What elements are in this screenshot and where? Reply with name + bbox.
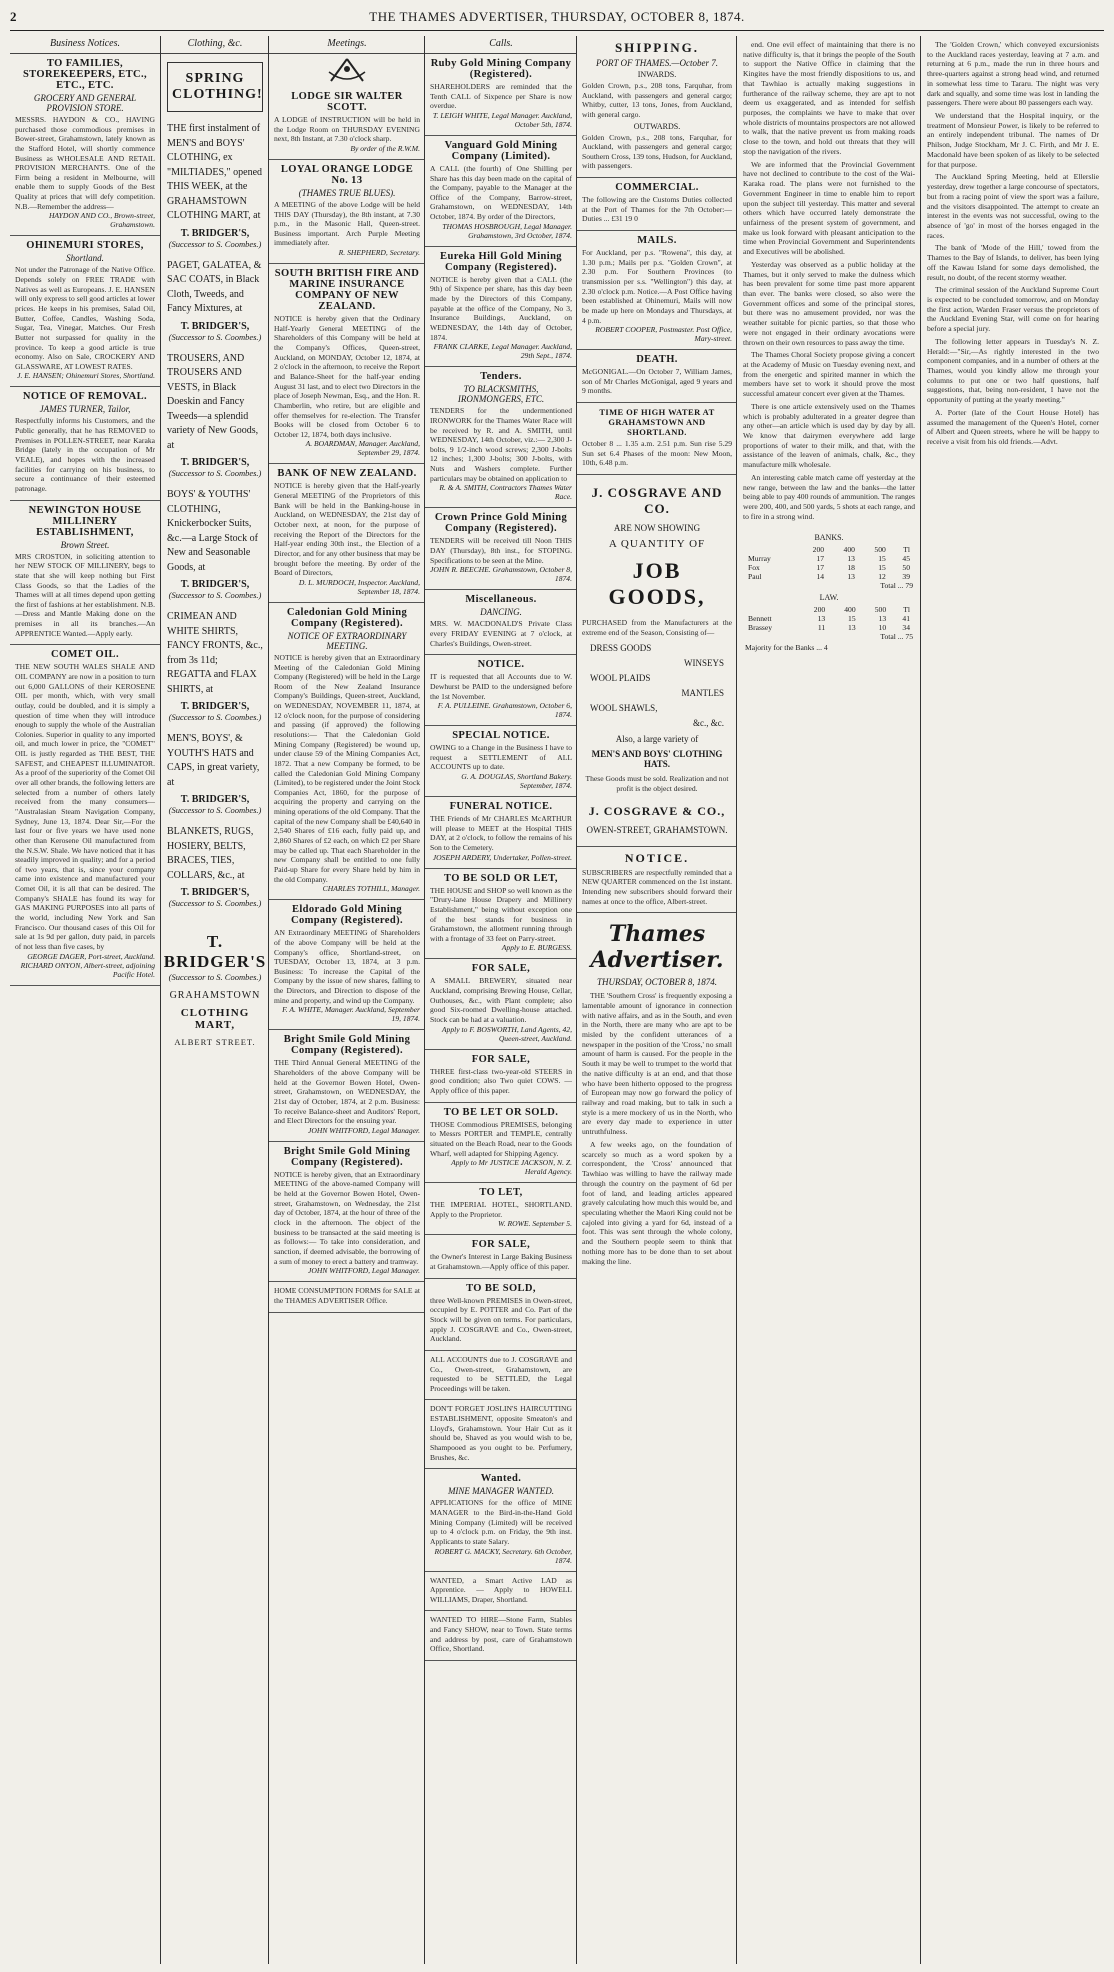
advert-title: FOR SALE, — [471, 963, 531, 975]
table-cell-name: Murray — [748, 553, 771, 563]
advert-title: Crown Prince Gold Mining Company (Registered). — [434, 512, 568, 535]
page-number: 2 — [10, 9, 17, 24]
mails-section — [577, 231, 737, 350]
editorial-paragraph: end. One evil effect of maintaining that there is no native difficulty is, that it brings the people of the South to support the Native Office in claiming that the Kingites have the most friendly dispositions to us, and that Tawhiao is actually making suggestions in furtherance of the railway scheme, they are apt to not deem us exaggerated, and as intended for selfish purposes, the complaints we have to make that over whole districts of mountains prospectors are not allowed to walk, that the native prevent us from making roads close to the town, and hold out threats that they will stop the navigation of the rivers. — [743, 40, 915, 156]
advert — [269, 87, 425, 160]
columns — [10, 36, 1104, 1964]
table-cell-value: 13 — [817, 613, 826, 623]
advert-body: MRS. W. MACDONALD'S Private Class every FRIDAY EVENING at 7 o'clock, at Charles's Buildings, Owen-street. — [430, 619, 572, 648]
advert-title: Tenders. — [480, 371, 522, 383]
tide-section — [577, 403, 737, 475]
table-cell-value: 17 — [816, 562, 825, 572]
advert-title: NEWINGTON HOUSE MILLINERY ESTABLISHMENT, — [28, 504, 142, 538]
column-calls — [424, 36, 577, 1964]
editorial-paragraph: There is one article extensively used on the Thames which is probably adulterated in a greater degree than any other—an article which is used day by day by all. We know that dairymen everywhere add large proportions of water to their milk, and that, with the assistance of the leaven of animals, chalk, &c., they manufacture milk wholesale. — [743, 401, 915, 470]
table-row — [745, 614, 913, 623]
advert — [425, 1050, 577, 1103]
advert-body: NOTICE is hereby given that the Ordinary Half-Yearly General MEETING of the Shareholders of this Company will be held at the Company's Offices, Queen-street, Auckland, on MONDAY, October 12, 1874, at 2 o'clock in the afternoon, to receive the Report and Balance-Sheet for the half-year ending August 31 last, and to elect two Directors in the place of Joseph Newman, Esq., and the Hon. R. Chamberlin, who retire, but are eligible and offer themselves for re-election. The Transfer Books will be closed from October 6 to October 12, 1874, both days inclusive. — [274, 314, 420, 439]
advert — [425, 1235, 577, 1278]
table-row — [745, 572, 913, 581]
table-header-cell — [745, 545, 796, 554]
table-cell-value: 50 — [902, 562, 910, 572]
table-header-cell: Tl — [903, 604, 910, 614]
shop-name: T. BRIDGER'S, — [180, 887, 250, 898]
final-town: GRAHAMSTOWN — [169, 990, 261, 1001]
death-section — [577, 350, 737, 403]
advert-signature: F. A. WHITE, Manager. Auckland, September 19, 1874. — [282, 1005, 420, 1024]
advert-signature: R. & A. SMITH, Contractors Thames Water Race. — [439, 483, 572, 502]
advert-body: A CALL (the fourth) of One Shilling per Share has this day been made on the capital of the Company, payable to the Manager at the Office of the Company, Barrow-street, Grahamstown, on WEDNESDAY, 14th October, 1874. By order of the Directors, — [430, 163, 572, 222]
editorial-paragraph: The Auckland Spring Meeting, held at Ellerslie yesterday, drew together a large concourse of spectators, but from a racing point of view the sport was a failure, and the visitors disappointed. The attempt to create an interest in the events was not successful, owing to the absence of 'go' in most of the horses engaged in the races. — [927, 172, 1099, 240]
table-header-row — [745, 545, 913, 554]
advert — [425, 1469, 577, 1571]
subscribers-notice — [577, 847, 737, 914]
advert-title: Bright Smile Gold Mining Company (Registered). — [283, 1034, 411, 1057]
table-cell-value: 12 — [878, 571, 886, 581]
advert-body: NOTICE is hereby given, that an Extraordinary MEETING of the above-named Company will be held at the Governor Bowen Hotel, Owen-street, Grahamstown, on Wednesday, the 21st day of October, 1874, at the hour of three of the clock in the afternoon. The object of the business to be transacted at the said meeting is as follows:— To take into consideration, and sanction, if deemed advisable, the borrowing of a sum of money to erect a battery and tramway. — [274, 1169, 420, 1266]
advert-signature: JOSEPH ARDERY, Undertaker, Pollen-street. — [432, 852, 572, 862]
table-header-cell: 200 — [812, 544, 825, 554]
advert-body: HOME CONSUMPTION FORMS for SALE at the THAMES ADVERTISER Office. — [274, 1286, 420, 1305]
advert — [425, 726, 577, 797]
advert-title: SOUTH BRITISH FIRE AND MARINE INSURANCE COMPANY OF NEW ZEALAND. — [274, 268, 420, 313]
advert — [269, 1142, 425, 1282]
advert-title: Vanguard Gold Mining Company (Limited). — [444, 139, 558, 162]
advert — [269, 160, 425, 264]
editorial-paragraph: The Thames Choral Society propose giving a concert at the Academy of Music on Tuesday evening next, and from the energetic and spirited manner in which the members have set to work it should prove the most successful amateur concert ever given at the Thames. — [743, 350, 915, 399]
advert-body: WANTED, a Smart Active LAD as Apprentice. — Apply to HOWELL WILLIAMS, Draper, Shortland. — [430, 1575, 572, 1604]
cosgrave-note: These Goods must be sold. Realization and not profit is the object desired. — [585, 774, 729, 793]
advert-signature: R. SHEPHERD, Secretary. — [338, 248, 420, 258]
advert-title: COMET OIL. — [51, 649, 119, 661]
advert — [425, 1400, 577, 1469]
majority-line: Majority for the Banks ... 4 — [745, 642, 828, 652]
cosgrave-job-goods: JOB GOODS, — [608, 558, 706, 610]
advert-body: NOTICE is hereby given that the Half-yearly General MEETING of the Proprietors of this Bank will be held in the Banking-house in Auckland, on WEDNESDAY, the 21st day of October next, at noon, for the purpose of receiving the Report of the Directors for the Half-year ending 30th inst., the Election of a Director, and for any other business that may be brought before the meeting. By order of the Board of Directors, — [274, 481, 420, 578]
shop-successor: (Successor to S. Coombes.) — [168, 238, 262, 249]
outwards-text: Golden Crown, p.s., 208 tons, Farquhar, for Auckland, with passengers and general cargo; Southern Cross, 139 tons, Hudson, for Auckland, with passengers. — [582, 132, 732, 171]
editorial-paragraph: The criminal session of the Auckland Supreme Court is expected to be concluded tomorrow, and on Monday the first action, Warden Fraser versus the proprietors of the Auckland Evening Star, will come on for hearing before a special jury. — [927, 285, 1099, 334]
advert-signature: CHARLES TOTHILL, Manager. — [322, 884, 420, 894]
advert-body: A MEETING of the above Lodge will be held THIS DAY (Thursday), the 8th instant, at 7.30 p.m., in the Masonic Hall, Queen-street. Business important. Arch Purple Meeting immediately after. — [274, 199, 420, 248]
advert-body: IT is requested that all Accounts due to W. Dewhurst be PAID to the undersigned before the 1st November. — [430, 672, 572, 701]
column-heading: Business Notices. — [10, 36, 160, 54]
mails-title: MAILS. — [637, 235, 677, 247]
table-cell-value: 13 — [847, 571, 855, 581]
cosgrave-purchased: PURCHASED from the Manufacturers at the extreme end of the Season, Consisting of— — [582, 618, 732, 637]
advert — [425, 1183, 577, 1235]
advert — [269, 900, 425, 1030]
advert — [425, 1279, 577, 1351]
editorial — [577, 991, 737, 1266]
advert-signature: G. A. DOUGLAS, Shortland Bakery. September, 1874. — [461, 772, 572, 791]
advert-body: ALL ACCOUNTS due to J. COSGRAVE and Co., Owen-street, Grahamstown, are requested to be SETTLED, the Legal Proceedings will be taken. — [430, 1354, 572, 1393]
banks-title: BANKS. — [814, 532, 844, 542]
editorial-paragraph: A. Porter (late of the Court House Hotel) has assumed the management of the Queen's Hotel, corner of Albert and Queen streets, where he will be happy to receive a visit from his old friends.—Advt. — [927, 407, 1099, 447]
clothing-item-text: TROUSERS, AND TROUSERS AND VESTS, in Black Doeskin and Fancy Tweeds—a splendid variety of New Goods, at — [167, 352, 259, 451]
table-header-row — [745, 605, 913, 614]
table-cell-value: 45 — [902, 553, 910, 563]
column-heading: Calls. — [425, 36, 577, 54]
final-mart: CLOTHING MART, — [180, 1007, 250, 1031]
editorial-paragraph: The following letter appears in Tuesday's N. Z. Herald:—"Sir,—As rightly interested in the two component companies, and in a number of others at the Thames, would you kindly allow me through your columns to put one or two half questions, half suggestions, that, being non-resident, I have not the opportunity of putting at the yearly meeting." — [927, 336, 1099, 405]
advert-title: NOTICE. — [477, 659, 525, 671]
goods-item: WOOL SHAWLS, — [590, 703, 658, 714]
advert — [425, 797, 577, 869]
table-header-cell: 500 — [874, 544, 886, 554]
advert-subtitle: MINE MANAGER WANTED. — [447, 1486, 555, 1497]
cosgrave-signature: J. COSGRAVE & CO., — [588, 803, 726, 818]
column-business-notices — [10, 36, 160, 1964]
advert-title: Wanted. — [480, 1473, 522, 1485]
shipping-section — [577, 36, 737, 178]
commercial-text: The following are the Customs Duties collected at the Port of Thames for the 7th October:— Duties ... £31 19 0 — [582, 195, 732, 224]
editorial-paragraph: The 'Golden Crown,' which conveyed excursionists to the Auckland races yesterday, leaving at 7 a.m. and returning at 6 p.m., made the run in three hours and three-quarters against a strong head wind, and returned in somewhat less time to Tararu. The night was very dark and squally, and some time was lost in landing the passengers. There were about 80 passengers each way. — [927, 40, 1099, 108]
outwards-title: OUTWARDS. — [633, 121, 681, 131]
table-cell-value: 18 — [847, 562, 855, 572]
advert-body: MESSRS. HAYDON & CO., HAVING purchased those commodious premises in Bower-street, Grahamstown, lately known as the Stafford Hotel, will shortly commence Business as WHOLESALE AND RETAIL PROVISION MERCHANTS. One of the Firm being a resident in Melbourne, will enable them to supply Goods of the Best Quality at prices that will defy competition. N.B.—Remember the address— — [15, 115, 155, 211]
advert-title: BANK OF NEW ZEALAND. — [277, 468, 417, 480]
advert-title: Eureka Hill Gold Mining Company (Registered). — [440, 250, 562, 273]
advert-subtitle: GROCERY AND GENERAL PROVISION STORE. — [33, 93, 137, 113]
advert-subtitle: DANCING. — [480, 607, 522, 618]
editorial-news-items — [921, 36, 1105, 454]
advert-title: LODGE SIR WALTER SCOTT. — [291, 91, 403, 113]
clothing-item-text: BLANKETS, RUGS, HOSIERY, BELTS, BRACES, TIES, COLLARS, &c., at — [167, 826, 254, 881]
table-cell-name: Paul — [748, 571, 762, 581]
advert-body: THOSE Commodious PREMISES, belonging to Messrs PORTER and TEMPLE, centrally situated on the Beach Road, near to the Goods Wharf, well adapted for Shipping Agency. — [430, 1119, 572, 1158]
column-shipping-editorial — [576, 36, 737, 1964]
advert-signature: GEORGE DAGER, Port-street, Auckland. RICHARD ONYON, Albert-street, adjoining Pacific Hotel. — [20, 951, 155, 979]
final-street: ALBERT STREET. — [174, 1037, 256, 1047]
table-cell-value: 10 — [878, 622, 887, 632]
shop-successor: (Successor to S. Coombes.) — [168, 468, 262, 478]
cosgrave-address: OWEN-STREET, GRAHAMSTOWN. — [586, 824, 728, 835]
advert — [269, 264, 425, 464]
table-cell-value: 13 — [847, 553, 855, 563]
advert-body: TENDERS will be received till Noon THIS DAY (Thursday), 8th inst., for STOPING. Specifications to be seen at the Mine. — [430, 536, 572, 565]
editorial-paragraph: An interesting cable match came off yesterday at the new range, between the law and the banks—the latter being able to pay 400 rounds of ammunition. The ranges were 200, 400, and 500 yards, 5 shots at each range, and to fire in a strong wind. — [743, 472, 915, 521]
clothing-item-text: CRIMEAN AND WHITE SHIRTS, FANCY FRONTS, &c., from 3s 11d; REGATTA and FLAX SHIRTS, at — [167, 611, 263, 695]
advert-subtitle: TO BLACKSMITHS, IRONMONGERS, ETC. — [457, 384, 545, 405]
advert — [425, 367, 577, 508]
editorial-paragraph: We are informed that the Provincial Government have not declined to contribute to the cost of the Wai-Karaka road. The plans were not furnished to the Government Engineer in time to enable him to report upon the subject till yesterday. This matter and several others which have occurred lately demonstrate the unfairness of the present system of government, and make us look forward with pleasant anticipation to the time when Provincial Government and Superintendents and Executives will be abolished. — [743, 159, 915, 257]
advert-signature: T. LEIGH WHITE, Legal Manager. Auckland, October 5th, 1874. — [432, 110, 572, 129]
advert-signature: Apply to Mr JUSTICE JACKSON, N. Z. Herald Agency. — [451, 1158, 572, 1177]
paper-date: THURSDAY, OCTOBER 8, 1874. — [596, 977, 718, 988]
cosgrave-showing: ARE NOW SHOWING — [613, 523, 701, 534]
advert — [425, 508, 577, 590]
shop-successor: (Successor to S. Coombes.) — [168, 590, 262, 600]
table-header-cell: 200 — [813, 604, 826, 614]
cosgrave-quantity: A QUANTITY OF — [608, 538, 706, 551]
goods-item: DRESS GOODS — [590, 643, 652, 654]
advert-signature: By order of the R.W.M. — [350, 143, 420, 153]
advert — [10, 54, 160, 236]
advert-body: MRS CROSTON, in soliciting attention to her NEW STOCK OF MILLINERY, begs to state that she will keep nothing but First Class Goods, so that the Ladies of the Thames will at all times depend upon getting the first of fashions at her establishment. N.B.—Dress and Mantle Making done on the premises in all its branches.—An APPRENTICE Wanted.—Apply early. — [15, 551, 155, 638]
advert-title: OHINEMURI STORES, — [26, 240, 144, 252]
goods-item: MANTLES — [681, 688, 724, 699]
advert-title: FOR SALE, — [471, 1053, 531, 1065]
advert-body: THE IMPERIAL HOTEL, SHORTLAND. Apply to the Proprietor. — [430, 1200, 572, 1219]
advert — [269, 603, 425, 900]
table-cell-value: 15 — [848, 613, 856, 623]
advert — [269, 464, 425, 602]
spring-clothing-title: SPRING CLOTHING! — [172, 71, 263, 102]
advert — [269, 1282, 425, 1312]
advert-title: SPECIAL NOTICE. — [452, 730, 550, 742]
shop-name: T. BRIDGER'S, — [180, 701, 250, 712]
advert-body: THREE first-class two-year-old STEERS in good condition; also Two quiet COWS. —Apply office of this paper. — [430, 1066, 572, 1095]
advert-body: THE Friends of Mr CHARLES McARTHUR will please to MEET at the Hospital THIS DAY, at 2 o'clock, to follow the remains of his Son to the Cemetery. — [430, 814, 572, 852]
advert-signature: THOMAS HOSBROUGH, Legal Manager. Grahamstown, 3rd October, 1874. — [442, 221, 572, 240]
column-heading: Clothing, &c. — [161, 36, 269, 54]
advert-signature: JOHN WHITFORD, Legal Manager. — [308, 1266, 420, 1276]
table-cell-value: 41 — [902, 613, 910, 623]
column-meetings — [268, 36, 425, 1964]
advert — [425, 54, 577, 136]
law-title: LAW. — [819, 592, 839, 602]
advert-body: THE HOUSE and SHOP so well known as the "Drury-lane House Drapery and Millinery Establishment," being without exception one of the best stands for business in Grahamstown, the allotment running through with a frontage of 33 feet on Parry-street. — [430, 885, 572, 943]
advert — [425, 136, 577, 247]
goods-item: WOOL PLAIDS — [590, 673, 651, 684]
advert-subtitle: Shortland. — [66, 253, 104, 264]
advert-title: NOTICE OF REMOVAL. — [22, 391, 148, 403]
table-header-cell: 400 — [844, 604, 856, 614]
advert — [425, 869, 577, 960]
clothing-ad — [167, 62, 263, 112]
advert-body: the Owner's Interest in Large Baking Business at Grahamstown.—Apply office of this paper. — [430, 1252, 572, 1272]
advert-signature: W. ROWE. September 5. — [498, 1219, 572, 1229]
advert — [425, 1611, 577, 1661]
cosgrave-name: J. COSGRAVE AND CO. — [591, 485, 723, 517]
advert-title: Caledonian Gold Mining Company (Registered). — [286, 606, 408, 629]
column-editorial-2 — [736, 36, 921, 1964]
advert-body: Respectfully informs his Customers, and the Public generally, that he has REMOVED to Premises in POLLEN-STREET, near Karaka Bridge (lately in the occupation of Mr VEALE), and hopes with the increased facilities for carrying on his business, to secure a continuance of their esteemed patronage. — [15, 416, 155, 493]
shop-name: T. BRIDGER'S, — [180, 457, 250, 468]
advert-title: TO BE SOLD OR LET, — [444, 872, 558, 884]
advert — [269, 1030, 425, 1141]
advert-title: FOR SALE, — [471, 1239, 531, 1251]
advert-title: Ruby Gold Mining Company (Registered). — [430, 58, 572, 80]
death-title: DEATH. — [636, 354, 678, 366]
notice-text: SUBSCRIBERS are respectfully reminded that a NEW QUARTER commenced on the 1st instant. Intending new subscribers should forward their names at once to the office, Albert-street. — [582, 867, 732, 906]
clothing-mart-signature — [161, 932, 269, 1047]
table-cell-name: Bennett — [748, 613, 772, 623]
cosgrave-advert — [577, 475, 737, 847]
column-heading: Meetings. — [269, 36, 425, 54]
masthead — [10, 6, 1104, 28]
advert — [425, 1351, 577, 1401]
advert-title: TO BE SOLD, — [466, 1282, 536, 1294]
advert-body: NOTICE is hereby given that an Extraordinary Meeting of the Caledonian Gold Mining Company (Registered) will be held in the Large Room of the New Zealand Insurance Company's Buildings, Queen-street, Auckland, on WEDNESDAY, NOVEMBER 11, 1874, at 12 o'clock noon, for the purpose of considering and passing (if approved) the following resolutions:— That the Caledonian Gold Mining Company (Registered) be wound up, under clause 59 of the Mining Companies Act, 1872. That a new Company be formed, to be called the Caledonian Gold Mining Company (Limited), to be registered under the Joint Stock Companies Act, 1860, for the purpose of acquiring the property and carrying on the mining operations of the old Company. That the capital of the new Company shall be £40,640 in 2,540 Shares of £16 each, fully paid up, and 2,860 Shares of £2 each, on which £2 per Share may be called up. That each Shareholder in the new Company shall be entitled to one fully Paid-up Share for every Share held by him in the old Company. — [274, 652, 420, 884]
table-header-cell: 500 — [874, 604, 887, 614]
table-header-cell: Tl — [903, 544, 910, 554]
rifle-match-table — [737, 533, 921, 652]
advert-body: A LODGE of INSTRUCTION will be held in the Lodge Room on THURSDAY EVENING next, 8th Instant, at 7.30 o'clock sharp. — [274, 115, 420, 144]
advert-body: Not under the Patronage of the Native Office. Depends solely on FREE TRADE with Natives as well as Europeans. J. E. HANSEN will only express to sell good articles at lower prices. He keeps in his premises, Salad Oil, Butter, Coffee, Candles, Washing Soda, Sugar, Tea, Vinegar, Matches. Our Fresh Butter not surpassed for quality in the province. To keep a good article is true economy. Also on Sale, CROCKERY AND GLASSWARE, AT LOWEST RATES. — [15, 265, 155, 371]
table-header-cell: 400 — [843, 544, 855, 554]
advert-body: OWING to a Change in the Business I have to request a SETTLEMENT of ALL ACCOUNTS up to date. — [430, 743, 572, 772]
table-cell-value: 13 — [878, 613, 887, 623]
cosgrave-also: Also, a large variety of — [615, 734, 699, 745]
advert-signature: F. A. PULLEINE. Grahamstown, October 6, 1874. — [437, 701, 572, 720]
editorial-continued — [737, 36, 921, 529]
advert-body: A SMALL BREWERY, situated near Auckland, comprising Brewing House, Cellar, Outhouses, &c., with Plant complete; also good Six-roomed Dwelling-house attached. Stock can be had at a valuation. — [430, 976, 572, 1025]
masthead-rule — [10, 30, 1104, 31]
advert-subtitle: Brown Street. — [60, 539, 110, 550]
clothing-item-text: PAGET, GALATEA, & SAC COATS, in Black Cloth, Tweeds, and Fancy Mixtures, at — [167, 259, 262, 314]
inwards-title: INWARDS. — [637, 70, 677, 79]
advert-signature: JOHN WHITFORD, Legal Manager. — [308, 1125, 420, 1135]
shop-name: T. BRIDGER'S, — [180, 320, 250, 332]
clothing-item-text: MEN'S, BOYS', & YOUTH'S HATS and CAPS, in great variety, at — [167, 733, 260, 788]
advert-body: SHAREHOLDERS are reminded that the Tenth CALL of Sixpence per Share is now overdue. — [430, 82, 572, 111]
advert — [425, 1572, 577, 1612]
table-header-cell — [745, 605, 798, 614]
advert-subtitle: NOTICE OF EXTRAORDINARY MEETING. — [287, 630, 407, 651]
table-row — [745, 554, 913, 563]
advert-signature: A. BOARDMAN, Manager. Auckland, September 29, 1874. — [305, 439, 420, 458]
death-text: McGONIGAL.—On October 7, William James, son of Mr Charles McGonigal, aged 9 years and 9 months. — [582, 367, 732, 396]
advert-body: WANTED TO HIRE—Stone Farm, Stables and Fancy SHOW, near to Town. State terms and address by post, care of Grahamstown Office, Shortland. — [430, 1615, 572, 1654]
banks-score-table — [745, 545, 913, 581]
table-cell-value: 14 — [816, 571, 825, 581]
editorial-paragraph: The bank of 'Mode of the Hill,' towed from the Thames to the Bay of Islands, to deliver, has been lying off the Kawau Island for some days demolished, the result, no doubt, of the recent stormy weather. — [927, 243, 1099, 282]
advert-title: Eldorado Gold Mining Company (Registered). — [290, 904, 404, 927]
advert-body: TENDERS for the undermentioned IRONWORK for the Thames Water Race will be received by R. and A. SMITH, until WEDNESDAY, 14th October, viz.:— 2,300 J-bolts, 9 1/2-inch wood screws; 2,300 J-bolts 12 inches; 1,300 J-bolts; 300 J-bolts, with Nuts and Washers complete. Further particulars may be obtained on application to — [430, 406, 572, 483]
advert-subtitle: (THAMES TRUE BLUES). — [298, 187, 396, 198]
advert-signature: ROBERT G. MACKY, Secretary. 6th October, 1874. — [434, 1546, 572, 1565]
advert-signature: JOHN R. BEECHE. Grahamstown, October 8, 1874. — [430, 565, 572, 584]
table-cell-value: 13 — [848, 622, 856, 632]
paper-name: Thames Advertiser. — [590, 921, 724, 974]
shipping-title: SHIPPING. — [614, 40, 700, 55]
editorial-paragraph: THE 'Southern Cross' is frequently exposing a lamentable amount of ignorance in connection with native affairs, and as in the South, and even in the North, there are many who are apt to be misled by the confident utterances of a newspaper in the position of the 'Cross,' no small amount of harm is caused. For the people in the South it may be well to trumpet to the world that the native difficulty is at an end, and that those who have been hitherto opposed to the progress of European may now go forward the policy of railway and road making, but to talk in such a style is a mere mockery of us in the North, who are every day made to experience in utter untruthfulness. — [582, 991, 732, 1137]
table-cell-value: 17 — [816, 553, 825, 563]
advert-title: TO LET, — [479, 1187, 523, 1199]
port-title: PORT OF THAMES.—October 7. — [595, 58, 719, 68]
advert-signature: FRANK CLARKE, Legal Manager. Auckland, 29th Sept., 1874. — [433, 342, 572, 361]
table-cell-value: 39 — [902, 571, 910, 581]
table-row — [745, 563, 913, 572]
advert-signature: J. E. HANSEN; Ohinemuri Stores, Shortland. — [17, 371, 155, 381]
clothing-item-text: THE first instalment of MEN'S and BOYS' CLOTHING, ex "MILTIADES," opened THIS WEEK, at the GRAHAMSTOWN CLOTHING MART, at — [167, 123, 263, 221]
advert-subtitle: JAMES TURNER, Tailor, — [39, 404, 131, 415]
final-shop-name: T. BRIDGER'S — [163, 932, 267, 971]
table-cell-name: Fox — [748, 562, 760, 572]
advert-signature: D. L. MURDOCH, Inspector. Auckland, September 18, 1874. — [298, 577, 420, 596]
advert — [425, 247, 577, 367]
goods-item: &c., &c. — [693, 718, 724, 729]
law-score-table — [745, 605, 913, 632]
shop-name: T. BRIDGER'S, — [180, 227, 250, 239]
law-total: Total ... 75 — [880, 631, 913, 641]
advert-signature: Apply to E. BURGESS. — [501, 943, 572, 953]
cosgrave-hats: MEN'S AND BOYS' CLOTHING HATS. — [591, 749, 723, 770]
advert-body: AN Extraordinary MEETING of Shareholders of the above Company will be held at the Company's office, Shortland-street, on TUESDAY, October 13, 1874, at 3 p.m. Business: To increase the Capital of the Company by the issue of new shares, falling to the Directors, and Direction to dispose of the mine and property, and wind up the Company. — [274, 928, 420, 1005]
masthead-title: THE THAMES ADVERTISER, THURSDAY, OCTOBER 8, 1874. — [369, 9, 745, 24]
advert-title: TO BE LET OR SOLD. — [443, 1106, 559, 1118]
advert-title: FUNERAL NOTICE. — [449, 801, 553, 813]
advert — [425, 1103, 577, 1184]
advert — [10, 501, 160, 646]
advert-body: THE NEW SOUTH WALES SHALE AND OIL COMPANY are now in a position to turn out 6,000 GALLONS of their KEROSENE OIL per month, which, with very small outlay, could be doubled, and it is simply a question of time when they will introduce enough to supply the whole of the Australian Colonies. Superior in quality to any imported oil, and much lower in price, the "COMET" OIL is justly regarded as THE BEST, THE SAFEST, and CHEAPEST ILLUMINATOR. As a proof of the superiority of the Comet Oil over all other brands, the following letters are selected from a number of others lately received from the many consumers— "Australasian Steam Navigation Company, Sydney, June 13, 1874. Dear Sir,—For the last four or five years we have used none other than Kerosene Oil manufactured from the N.S.W. Shale. We have noticed that it has steadily improved in quality; and for a period of two years, that is, since your company came into existence and manufactured your Comet Oil, it is all that can be desired. The Company's SHALE has found its way for GAS MAKING PURPOSES into all parts of the world, including New York and San Francisco. Our thousand cases of this Oil for sale at 1s 9d per gallon, duty paid, in parcels of not less than five cases, by — [15, 662, 155, 951]
banks-total: Total ... 79 — [880, 580, 913, 590]
advert-body: THE Third Annual General MEETING of the Shareholders of the above Company will be held at the Governor Bowen Hotel, Owen-street, Grahamstown, on WEDNESDAY, the 21st day of October, 1874, at 2 p.m. Business: To receive Balance-sheet and Auditors' Report, and Elect Directors for the ensuing year. — [274, 1058, 420, 1126]
advert-signature: Apply to F. BOSWORTH, Land Agents, 42, Queen-street, Auckland. — [441, 1024, 572, 1043]
shop-successor: (Successor to S. Coombes.) — [168, 805, 262, 815]
advert — [10, 645, 160, 985]
masonic-emblem-icon — [317, 56, 377, 84]
column-editorial-3 — [920, 36, 1105, 1964]
commercial-section — [577, 178, 737, 231]
mails-text: For Auckland, per p.s. "Rowena", this day, at 1.30 p.m.; Mails per p.s. "Golden Crown", at 2.30 p.m. For Southern Provinces (to transmission per s.s. "Wellington") this day, at 2.30 o'clock p.m. Notice.—A Post Office having been established at Ohinemuri, Mails will now be made up here on Mondays and Thursdays, at 4 p.m. — [582, 248, 732, 325]
editorial-paragraph: We understand that the Hospital inquiry, or the treatment of Monsieur Power, is likely to be referred to an entirely independent tribunal. The names of Dr Philson, Judge Stockham, Mr J. C. Firth, and Mr J. E. Macdonald have been spoken of as likely to be selected for that purpose. — [927, 111, 1099, 169]
shop-successor: (Successor to S. Coombes.) — [168, 712, 262, 722]
table-cell-value: 11 — [817, 622, 826, 632]
shop-name: T. BRIDGER'S, — [180, 579, 250, 590]
final-successor: (Successor to S. Coombes.) — [168, 972, 262, 982]
table-row — [745, 623, 913, 632]
shop-successor: (Successor to S. Coombes.) — [168, 898, 262, 908]
editorial-paragraph: Yesterday was observed as a public holiday at the Thames, but it only served to make the dulness which has been prevalent for some time past more apparent than ever. The banks were closed, so also were the Government offices and some of the principal stores, but there was no amusement provided, nor was the weather suitable for picnic parties, so that those who were not engaged in their ordinary avocations were thrown on their own resources to pass away the time. — [743, 259, 915, 347]
goods-item: WINSEYS — [684, 658, 724, 669]
inwards-text: Golden Crown, p.s., 208 tons, Farquhar, from Auckland, with passengers and general cargo; Whitby, cutter, 13 tons, Jones, from Auckland, with general cargo. — [582, 81, 732, 119]
advert-title: LOYAL ORANGE LODGE No. 13 — [280, 163, 414, 186]
table-cell-value: 15 — [878, 553, 886, 563]
table-cell-value: 15 — [878, 562, 886, 572]
column-clothing — [160, 36, 269, 1964]
advert — [425, 655, 577, 726]
advert-body: DON'T FORGET JOSLIN'S HAIRCUTTING ESTABLISHMENT, opposite Smeaton's and Lloyd's, Grahamstown. Your Hair Cut as it should be, Shaved as you would wish to be, Shampooed as you ought to be. Perfumery, Brushes, &c. — [430, 1404, 572, 1462]
table-cell-value: 34 — [902, 622, 910, 632]
shop-name: T. BRIDGER'S, — [180, 794, 250, 805]
tide-title: TIME OF HIGH WATER AT GRAHAMSTOWN AND SHORTLAND. — [599, 407, 715, 438]
advert — [10, 236, 160, 387]
advert-title: TO FAMILIES, STOREKEEPERS, ETC., ETC., ETC. — [22, 58, 148, 91]
advert — [425, 959, 577, 1049]
advert — [425, 590, 577, 655]
advert-title: Miscellaneous. — [465, 594, 537, 606]
commercial-title: COMMERCIAL. — [615, 182, 699, 194]
advert-signature: HAYDON AND CO., Brown-street, Grahamstown. — [48, 211, 155, 230]
mails-signature: ROBERT COOPER, Postmaster. Post Office, Mary-street. — [595, 325, 732, 344]
advert-body: APPLICATIONS for the office of MINE MANAGER to the Bird-in-the-Hand Gold Mining Company (Limited) will be received up to 4 o'clock p.m. on Friday, the 9th inst. Applicants to state Salary. — [430, 1498, 572, 1546]
tide-text: October 8 ... 1.35 a.m. 2.51 p.m. Sun rise 5.29 Sun set 6.4 Phases of the moon: New Moon, 10th, 6.48 p.m. — [582, 439, 732, 468]
advert-body: NOTICE is hereby given that a CALL (the 9th) of Sixpence per share, has this day been made by the Directors of this Company, payable at the office of the Company, No 3, Insurance Buildings, Auckland, on WEDNESDAY, the 14th day of October, 1874. — [430, 274, 572, 342]
shop-successor: (Successor to S. Coombes.) — [168, 331, 262, 342]
advert-title: Bright Smile Gold Mining Company (Registered). — [283, 1145, 411, 1168]
notice-title: NOTICE. — [624, 850, 690, 865]
editorial-paragraph: A few weeks ago, on the foundation of scarcely so much as a word spoken by a correspondent, the 'Cross' announced that Tawhiao was willing to have the railway made through the country on the payment of 6d per foot of land, and leading articles appeared gravely calculating how much this would be, and speculating whether the Maori King could not be cajoled into giving a yard for 6d, instead of a foot. This was sent through the whole colony, and the Southern people seem to think that nothing more has to be done than to set about making the line. — [582, 1139, 732, 1266]
table-cell-name: Brassey — [748, 622, 773, 632]
advert — [10, 387, 160, 500]
advert-body: three Well-known PREMISES in Owen-street, occupied by E. POTTER and Co. Part of the Stock will be given on terms. For particulars, apply J. COSGRAVE and Co., Owen-street, Auckland. — [430, 1295, 572, 1344]
clothing-item-text: BOYS' & YOUTHS' CLOTHING, Knickerbocker Suits, &c.—a Large Stock of New and Seasonable Goods, at — [167, 489, 258, 573]
